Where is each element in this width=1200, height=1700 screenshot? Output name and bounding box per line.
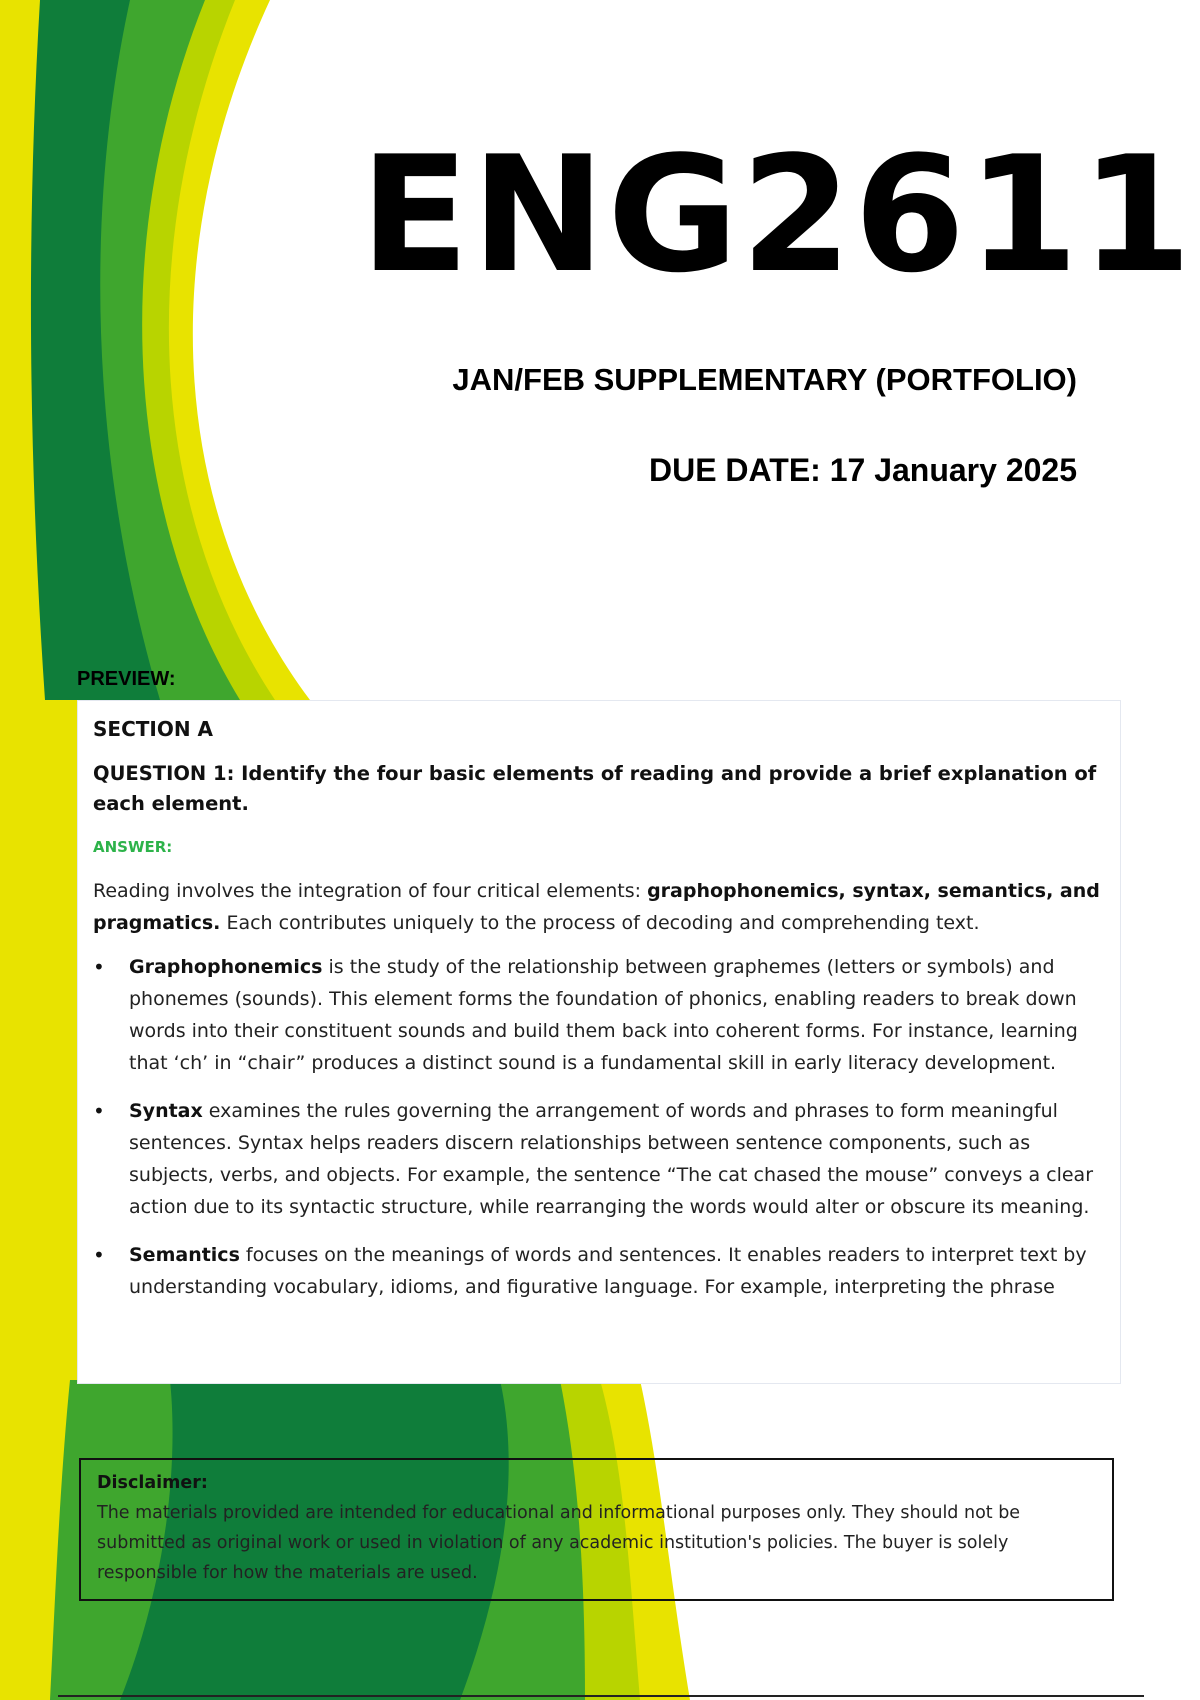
disclaimer-text: The materials provided are intended for educational and informational purposes only. They should not be submitted as original work or used in violation of any academic institution's policies. The buyer is solely responsible for how the materials are used. [97, 1503, 1021, 1583]
list-item-text: is the study of the relationship between graphemes (letters or symbols) and phonemes (sounds). This element forms the foundation of phonics, enabling readers to break down words into their constituent sounds and build them back into coherent forms. For instance, learning that ‘ch’ in “chair” produces a distinct sound is a fundamental skill in early literacy development. [129, 956, 1078, 1074]
footer-rule [58, 1695, 1144, 1697]
list-item-text: focuses on the meanings of words and sentences. It enables readers to interpret text by understanding vocabulary, idioms, and figurative language. For example, interpreting the phrase [129, 1244, 1087, 1298]
due-date: DUE DATE: 17 January 2025 [648, 452, 1077, 488]
elements-list [93, 951, 1104, 1303]
list-item [93, 1239, 1104, 1303]
term-syntax: Syntax [129, 1100, 203, 1122]
disclaimer-box [79, 1458, 1114, 1601]
list-item [93, 1095, 1104, 1223]
list-item-text: examines the rules governing the arrangement of words and phrases to form meaningful sentences. Syntax helps readers discern relationships between sentence components, such as subjects, verbs, and objects. For example, the sentence “The cat chased the mouse” conveys a clear action due to its syntactic structure, while rearranging the words would alter or obscure its meaning. [129, 1100, 1093, 1218]
intro-paragraph [93, 875, 1104, 939]
disclaimer-title: Disclaimer: [97, 1473, 208, 1493]
intro-elements: graphophonemics, syntax, semantics, and pragmatics. [93, 880, 1100, 934]
subtitle: JAN/FEB SUPPLEMENTARY (PORTFOLIO) [452, 362, 1077, 397]
yellow-strip [0, 700, 80, 1400]
preview-box [77, 700, 1121, 1384]
section-title: SECTION A [93, 717, 214, 741]
term-semantics: Semantics [129, 1244, 240, 1266]
list-item [93, 951, 1104, 1079]
intro-end: Each contributes uniquely to the process of decoding and comprehending text. [220, 912, 980, 934]
term-graphophonemics: Graphophonemics [129, 956, 323, 978]
intro-start: Reading involves the integration of four critical elements: [93, 880, 648, 902]
preview-label: PREVIEW: [77, 668, 176, 690]
question-text: QUESTION 1: Identify the four basic elements of reading and provide a brief explanation of each element. [93, 762, 1097, 815]
course-code-title: ENG2611 [360, 121, 1194, 308]
answer-label: ANSWER: [93, 838, 173, 856]
